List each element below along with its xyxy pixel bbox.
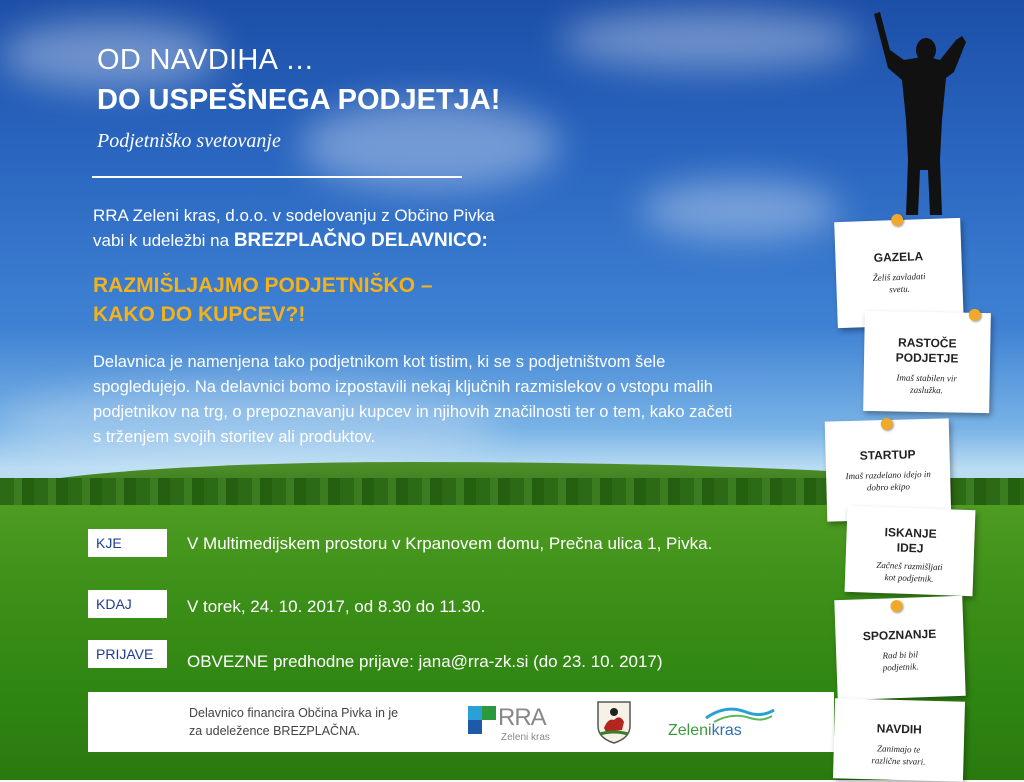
note-spoznanje [834,596,965,700]
note-heading: NAVDIH [876,721,923,737]
label-prijave: PRIJAVE [88,640,167,668]
logo-square [482,706,496,720]
pivka-crest-icon [596,700,632,744]
rra-logo-subtext: Zeleni kras [501,732,550,743]
zk-text-a: Zeleni [668,722,712,739]
value-kdaj: V torek, 24. 10. 2017, od 8.30 do 11.30. [187,597,486,616]
person-silhouette-icon [862,10,982,220]
workshop-headline [93,271,433,329]
financing-line-2: za udeležence BREZPLAČNA. [189,724,360,738]
note-heading: RASTOČE PODJETJE [895,335,959,366]
value-kje: V Multimedijskem prostoru v Krpanovem domu, Prečna ulica 1, Pivka. [187,534,713,553]
notes-stack [822,0,1024,780]
description-text: Delavnica je namenjena tako podjetnikom kot tistim, ki se s podjetništvom šele spogledujejo. Na delavnici bomo izpostavili nekaj ključnih razmislekov o vstopu malih podjetnikov na trg, o prepoznavanju kupcev in njihovih značilnosti ter o tem, kako začeti s trženjem svojih storitev ali produktov. [93,353,733,446]
pushpin-icon [969,309,981,321]
note-text: Imaš stabilen vir zaslužka. [896,372,958,396]
headline-line-1: RAZMIŠLJAJMO PODJETNIŠKO – [93,274,433,297]
note-navdih [833,698,965,781]
note-heading: SPOZNANJE [862,626,937,644]
note-heading: STARTUP [859,447,916,463]
divider [92,176,462,178]
note-heading: GAZELA [873,249,924,265]
note-text: Imaš razdelano idejo in dobro ekipo [845,468,931,493]
pushpin-icon [891,214,903,226]
cloud [640,180,840,240]
intro-prefix: vabi k udeležbi na [93,231,234,250]
label-kje: KJE [88,529,167,557]
zeleni-kras-logo [666,702,776,742]
title-line-2: DO USPEŠNEGA PODJETJA! [97,84,501,116]
intro-line-2 [93,228,495,253]
value-prijave: OBVEZNE predhodne prijave: jana@rra-zk.si (do 23. 10. 2017) [187,652,663,671]
financing-note [189,704,398,740]
footer-bar [88,692,834,752]
note-rastoce-podjetje [863,311,991,413]
zk-text-b: kras [711,722,742,739]
note-text: Želiš zavladati svetu. [872,271,926,295]
intro-bold: BREZPLAČNO DELAVNICO: [233,230,488,251]
pushpin-icon [881,418,893,430]
note-heading: ISKANJE IDEJ [884,525,937,556]
rra-logo [468,706,558,746]
headline-line-2: KAKO DO KUPCEV?! [93,303,306,326]
logo-square [468,720,482,734]
wave-icon [666,702,776,724]
note-text: Rad bi bil podjetnik. [882,649,919,673]
logo-square [468,706,482,720]
pushpin-icon [890,600,902,612]
cloud [560,10,860,70]
label-kdaj: KDAJ [88,590,167,618]
note-startup [825,418,952,521]
rra-logo-text: RRA [498,704,546,731]
subtitle: Podjetniško svetovanje [97,130,281,152]
note-iskanje-idej [845,506,976,596]
title-line-1: OD NAVDIHA … [97,44,315,76]
financing-line-1: Delavnico financira Občina Pivka in je [189,706,399,720]
note-text: Začneš razmišljati kot podjetnik. [876,559,943,584]
intro-line-1: RRA Zeleni kras, d.o.o. v sodelovanju z Občino Pivka [93,206,495,225]
note-text: Zanimajo te različne stvari. [871,743,926,767]
intro-text [93,203,495,253]
zeleni-kras-text [668,722,742,740]
